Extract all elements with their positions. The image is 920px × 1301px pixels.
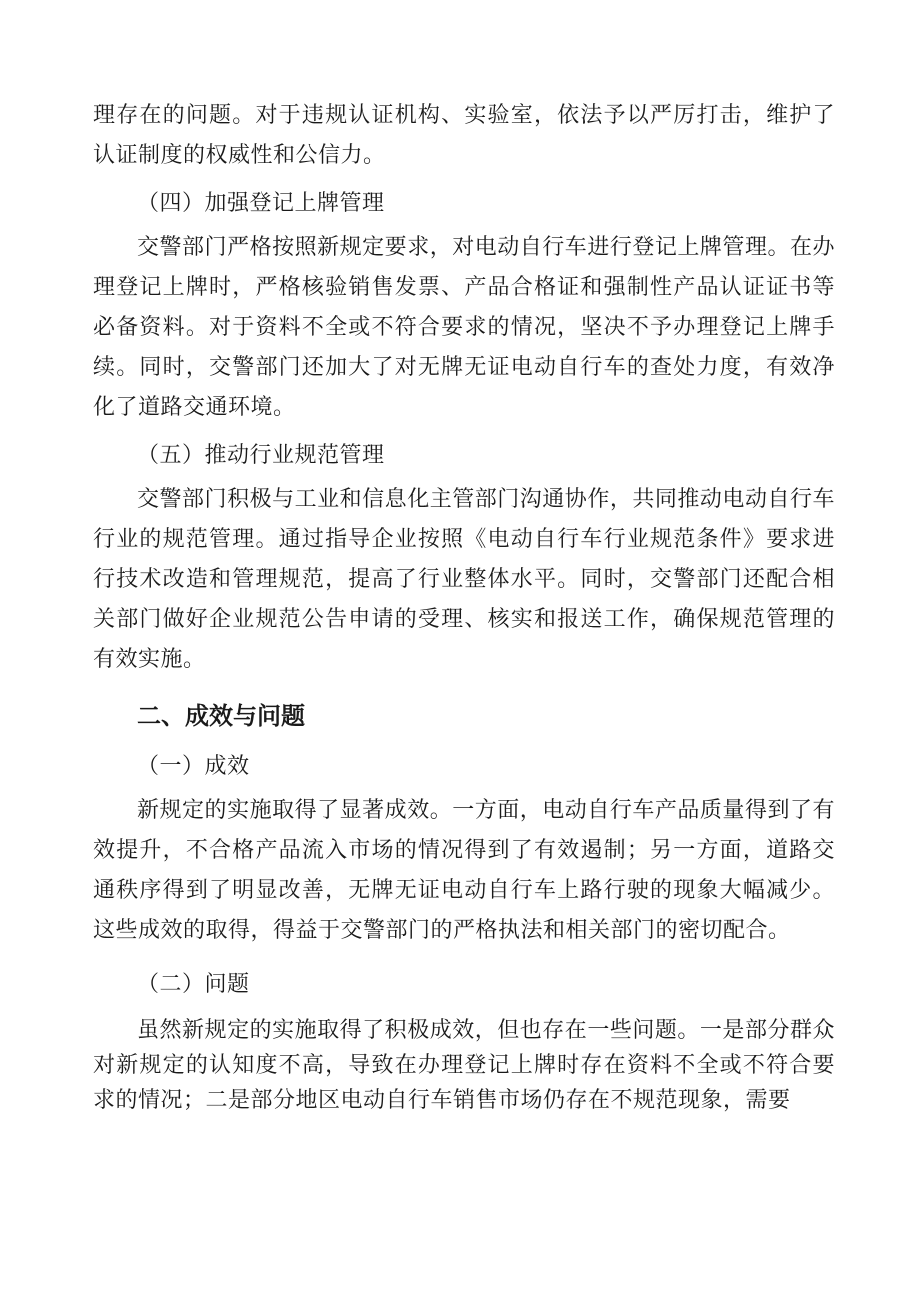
subheading-five: （五）推动行业规范管理 xyxy=(137,443,385,468)
paragraph-registration: 交警部门严格按照新规定要求，对电动自行车进行登记上牌管理。在办理登记上牌时，严格核验销售发票、产品合格证和强制性产品认证证书等必备资料。对于资料不全或不符合要求的情况，坚决不予办理登记上牌手续。同时，交警部门还加大了对无牌无证电动自行车的查处力度，有效净化了道路交通环境。 xyxy=(93,235,835,420)
paragraph-results: 新规定的实施取得了显著成效。一方面，电动自行车产品质量得到了有效提升，不合格产品流入市场的情况得到了有效遏制；另一方面，道路交通秩序得到了明显改善，无牌无证电动自行车上路行驶的现象大幅减少。这些成效的取得，得益于交警部门的严格执法和相关部门的密切配合。 xyxy=(93,798,835,943)
document-body xyxy=(93,96,835,1118)
subheading-results: （一）成效 xyxy=(137,754,250,779)
paragraph-problems: 虽然新规定的实施取得了积极成效，但也存在一些问题。一是部分群众对新规定的认知度不高，导致在办理登记上牌时存在资料不全或不符合要求的情况；二是部分地区电动自行车销售市场仍存在不规范现象，需要 xyxy=(93,1018,835,1113)
section-heading-results: 二、成效与问题 xyxy=(137,702,305,730)
paragraph-continued: 理存在的问题。对于违规认证机构、实验室，依法予以严厉打击，维护了认证制度的权威性和公信力。 xyxy=(93,103,835,168)
subheading-problems: （二）问题 xyxy=(137,972,250,997)
subheading-four: （四）加强登记上牌管理 xyxy=(137,191,385,216)
paragraph-industry: 交警部门积极与工业和信息化主管部门沟通协作，共同推动电动自行车行业的规范管理。通过指导企业按照《电动自行车行业规范条件》要求进行技术改造和管理规范，提高了行业整体水平。同时，交警部门还配合相关部门做好企业规范公告申请的受理、核实和报送工作，确保规范管理的有效实施。 xyxy=(93,487,835,672)
